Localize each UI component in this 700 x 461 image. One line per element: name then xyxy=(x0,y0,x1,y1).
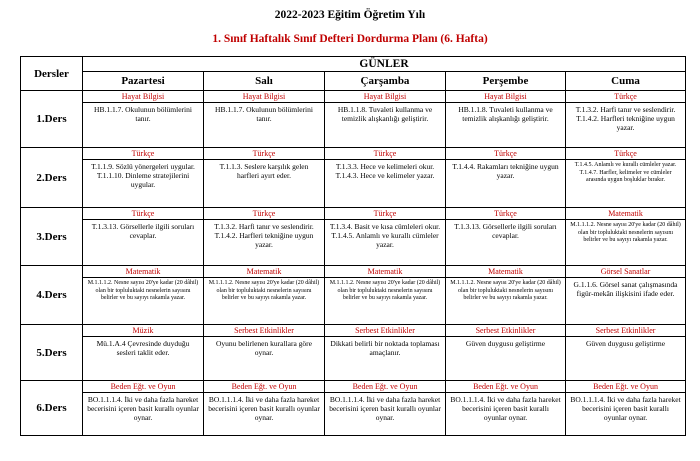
plan-cell xyxy=(204,325,325,381)
objective-text: HB.1.1.7. Okulunun bölümlerini tanır. xyxy=(215,105,313,123)
day-header-wednesday: Çarşamba xyxy=(325,72,446,91)
plan-cell xyxy=(204,148,325,208)
plan-cell xyxy=(83,148,204,208)
plan-cell xyxy=(325,325,446,381)
lesson-row xyxy=(21,381,686,436)
objective-text: T.1.3.13. Görsellerle ilgili soruları cevaplar. xyxy=(454,222,557,240)
plan-cell xyxy=(83,91,204,148)
lesson-label: 3.Ders xyxy=(21,208,83,266)
plan-cell xyxy=(83,266,204,325)
gunler-header: GÜNLER xyxy=(83,57,686,72)
subject-label: Hayat Bilgisi xyxy=(446,91,565,103)
subject-label: Beden Eğt. ve Oyun xyxy=(566,381,685,393)
objective-text: Dikkati belirli bir noktada toplaması amaçlanır. xyxy=(330,339,440,357)
day-header-tuesday: Salı xyxy=(204,72,325,91)
subject-label: Serbest Etkinlikler xyxy=(566,325,685,337)
subject-label: Serbest Etkinlikler xyxy=(204,325,324,337)
day-header-friday: Cuma xyxy=(566,72,686,91)
plan-cell xyxy=(446,208,566,266)
subject-label: Türkçe xyxy=(83,148,203,160)
day-header-thursday: Perşembe xyxy=(446,72,566,91)
lesson-label: 1.Ders xyxy=(21,91,83,148)
subject-label: Hayat Bilgisi xyxy=(83,91,203,103)
objective-text: HB.1.1.7. Okulunun bölümlerini tanır. xyxy=(94,105,192,123)
plan-cell xyxy=(204,381,325,436)
subject-label: Matematik xyxy=(446,266,565,278)
plan-cell xyxy=(446,148,566,208)
document-subtitle: 1. Sınıf Haftalık Sınıf Defteri Dordurma Planı (6. Hafta) xyxy=(212,33,488,45)
plan-cell xyxy=(446,91,566,148)
objective-text: T.1.3.4. Basit ve kısa cümleleri okur. T.1.4.5. Anlamlı ve kurallı cümleler yazar. xyxy=(329,222,441,249)
lesson-label: 6.Ders xyxy=(21,381,83,436)
objective-text: HB.1.1.8. Tuvaleti kullanma ve temizlik alışkanlığı geliştirir. xyxy=(458,105,553,123)
subject-label: Türkçe xyxy=(446,208,565,220)
subject-label: Türkçe xyxy=(446,148,565,160)
subject-label: Türkçe xyxy=(566,91,685,103)
plan-cell xyxy=(446,325,566,381)
subject-label: Matematik xyxy=(83,266,203,278)
plan-cell xyxy=(83,381,204,436)
plan-cell xyxy=(325,208,446,266)
plan-cell xyxy=(566,325,686,381)
plan-cell xyxy=(566,148,686,208)
plan-cell xyxy=(204,266,325,325)
subject-label: Türkçe xyxy=(204,148,324,160)
subject-label: Türkçe xyxy=(204,208,324,220)
subject-label: Hayat Bilgisi xyxy=(325,91,445,103)
objective-text: G.1.1.6. Görsel sanat çalışmasında figür-mekân ilişkisini ifade eder. xyxy=(573,280,678,298)
objective-text: BO.1.1.1.4. İki ve daha fazla hareket becerisini içeren basit kurallı oyunlar oynar. xyxy=(450,395,561,422)
lesson-label: 4.Ders xyxy=(21,266,83,325)
objective-text: T.1.3.2. Harfi tanır ve seslendirir. T.1.4.2. Harfleri tekniğine uygun yazar. xyxy=(214,222,314,249)
objective-text: T.1.4.4. Rakamları tekniğine uygun yazar. xyxy=(452,162,559,180)
subject-label: Beden Eğt. ve Oyun xyxy=(83,381,203,393)
objective-text: T.1.3.2. Harfi tanır ve seslendirir. T.1.4.2. Harfleri tekniğine uygun yazar. xyxy=(575,105,676,132)
weekly-plan-table xyxy=(20,56,686,436)
subject-label: Müzik xyxy=(83,325,203,337)
objective-text: Oyunu belirlenen kurallara göre oynar. xyxy=(215,339,312,357)
subject-label: Serbest Etkinlikler xyxy=(446,325,565,337)
subject-label: Türkçe xyxy=(325,148,445,160)
plan-cell xyxy=(325,381,446,436)
objective-text: M.1.1.1.2. Nesne sayısı 20'ye kadar (20 dâhil) olan bir topluluktaki nesnelerin sayısını belirler ve bu sayıyı rakamla yazar. xyxy=(329,280,441,301)
objective-text: BO.1.1.1.4. İki ve daha fazla hareket becerisini içeren basit kurallı oyunlar oynar. xyxy=(87,395,199,422)
objective-text: T.1.1.9. Sözlü yönergeleri uygular. T.1.1.10. Dinleme stratejilerini uygular. xyxy=(91,162,195,189)
day-header-monday: Pazartesi xyxy=(83,72,204,91)
objective-text: T.1.3.13. Görsellerle ilgili soruları cevaplar. xyxy=(91,222,195,240)
plan-cell xyxy=(325,266,446,325)
plan-cell xyxy=(446,381,566,436)
objective-text: BO.1.1.1.4. İki ve daha fazla hareket becerisini içeren basit kurallı oyunlar oynar. xyxy=(570,395,681,422)
objective-text: M.1.1.1.2. Nesne sayısı 20'ye kadar (20 dâhil) olan bir topluluktaki nesnelerin sayısını belirler ve bu sayıyı rakamla yazar. xyxy=(87,280,199,301)
plan-cell xyxy=(83,208,204,266)
objective-text: T.1.1.3. Seslere karşılık gelen harfleri ayırt eder. xyxy=(219,162,309,180)
plan-cell xyxy=(566,266,686,325)
subject-label: Beden Eğt. ve Oyun xyxy=(446,381,565,393)
objective-text: Güven duygusu geliştirme xyxy=(585,339,666,348)
subject-label: Matematik xyxy=(204,266,324,278)
lesson-row xyxy=(21,91,686,148)
objective-text: M.1.1.1.2. Nesne sayısı 20'ye kadar (20 dâhil) olan bir topluluktaki nesnelerin sayısını belirler ve bu sayıyı rakamla yazar. xyxy=(450,280,561,301)
objective-text: Mü.1.A.4 Çevresinde duyduğu sesleri taklit eder. xyxy=(96,339,190,357)
objective-text: BO.1.1.1.4. İki ve daha fazla hareket becerisini içeren basit kurallı oyunlar oynar. xyxy=(208,395,320,422)
objective-text: HB.1.1.8. Tuvaleti kullanma ve temizlik alışkanlığı geliştirir. xyxy=(337,105,433,123)
plan-cell xyxy=(566,381,686,436)
lesson-row xyxy=(21,148,686,208)
objective-text: Güven duygusu geliştirme xyxy=(465,339,546,348)
objective-text: T.1.4.5. Anlamlı ve kurallı cümleler yazar. T.1.4.7. Harfler, kelimeler ve cümleler arasında uygun boşluklar bırakır. xyxy=(574,162,677,183)
document-title: 2022-2023 Eğitim Öğretim Yılı xyxy=(274,9,426,21)
objective-text: BO.1.1.1.4. İki ve daha fazla hareket becerisini içeren basit kurallı oyunlar oynar. xyxy=(329,395,441,422)
lesson-label: 2.Ders xyxy=(21,148,83,208)
plan-cell xyxy=(204,208,325,266)
subject-label: Hayat Bilgisi xyxy=(204,91,324,103)
subject-label: Türkçe xyxy=(566,148,685,160)
dersler-header: Dersler xyxy=(21,57,83,91)
subject-label: Beden Eğt. ve Oyun xyxy=(204,381,324,393)
lesson-row xyxy=(21,266,686,325)
plan-cell xyxy=(446,266,566,325)
plan-cell xyxy=(566,91,686,148)
subject-label: Matematik xyxy=(566,208,685,220)
subject-label: Matematik xyxy=(325,266,445,278)
subject-label: Türkçe xyxy=(325,208,445,220)
subject-label: Serbest Etkinlikler xyxy=(325,325,445,337)
subject-label: Türkçe xyxy=(83,208,203,220)
plan-cell xyxy=(325,91,446,148)
objective-text: M.1.1.1.2. Nesne sayısı 20'ye kadar (20 dâhil) olan bir topluluktaki nesnelerin sayısını belirler ve bu sayıyı rakamla yazar. xyxy=(208,280,320,301)
lesson-row xyxy=(21,208,686,266)
subject-label: Beden Eğt. ve Oyun xyxy=(325,381,445,393)
subject-label: Görsel Sanatlar xyxy=(566,266,685,278)
lesson-label: 5.Ders xyxy=(21,325,83,381)
objective-text: M.1.1.1.2. Nesne sayısı 20'ye kadar (20 dâhil) olan bir topluluktaki nesnelerin sayısını belirler ve bu sayıyı rakamla yazar. xyxy=(570,222,681,243)
objective-text: T.1.3.3. Hece ve kelimeleri okur. T.1.4.3. Hece ve kelimeler yazar. xyxy=(335,162,435,180)
plan-cell xyxy=(325,148,446,208)
plan-cell xyxy=(566,208,686,266)
plan-cell xyxy=(204,91,325,148)
lesson-row xyxy=(21,325,686,381)
plan-cell xyxy=(83,325,204,381)
